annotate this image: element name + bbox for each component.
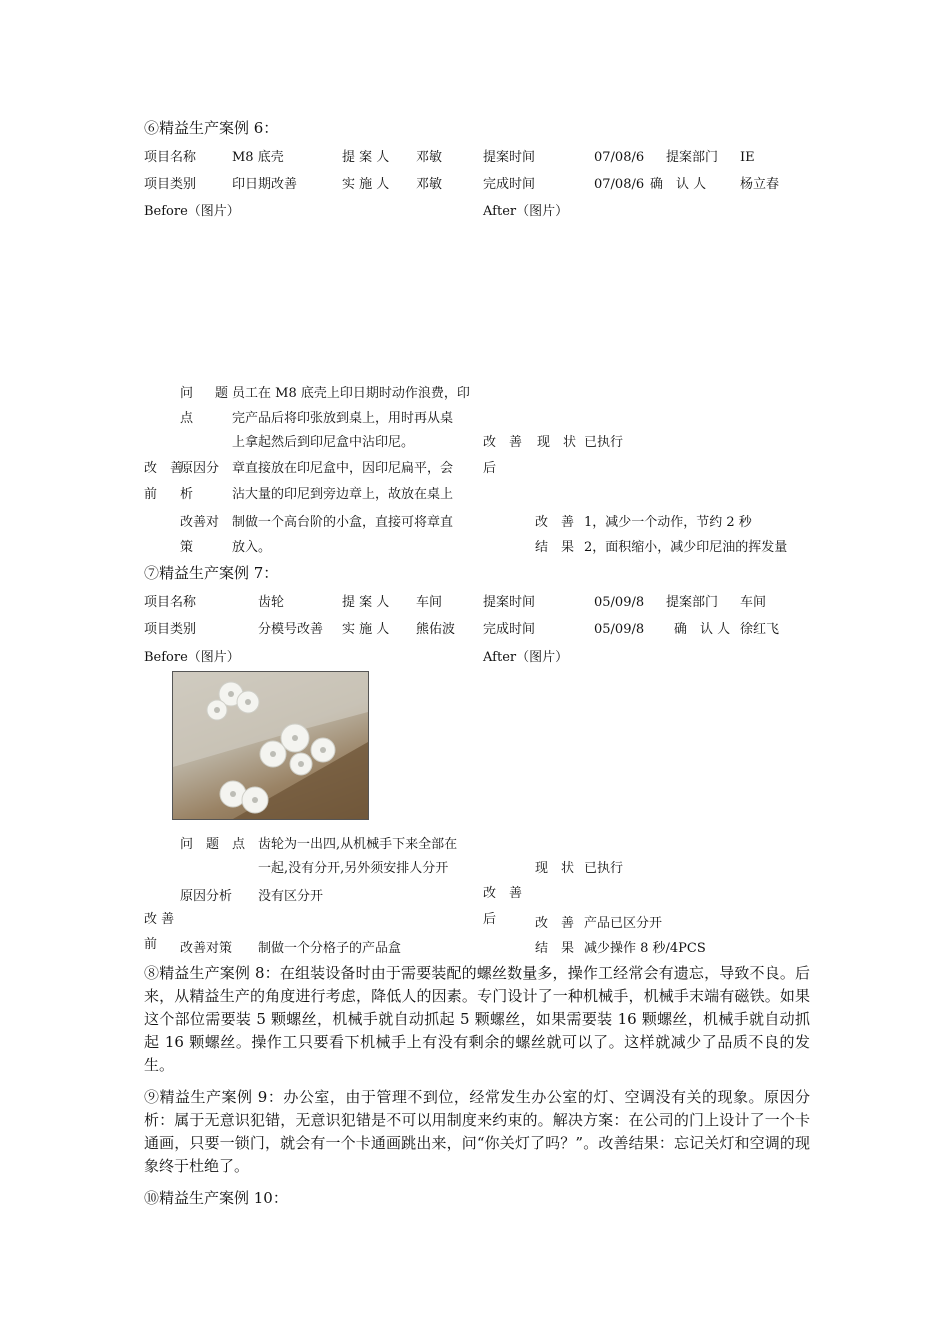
case6-before-improve-label-1: 改 善 (144, 461, 184, 476)
case9-paragraph: ⑨精益生产案例 9：办公室，由于管理不到位，经常发生办公室的灯、空调没有关的现象。原因分析：属于无意识犯错，无意识犯错是不可以用制度来约束的。解决方案：在公司的门上设计了一个卡通画，只要一锁门，就会有一个卡通画跳出来，问“你关灯了吗？”。改善结果：忘记关灯和空调的现象终于杜绝了。 (144, 1088, 810, 1175)
case7-before-label: Before（图片） (144, 650, 240, 665)
case7-before-improve-label-2: 前 (144, 937, 158, 952)
case6-problem-label-2: 题 (215, 386, 229, 401)
case10-title: ⑩精益生产案例 10： (144, 1189, 288, 1207)
case7-label-implementer: 实 施 人 (342, 622, 390, 637)
case7-value-proposal-time: 05/09/8 (594, 595, 645, 610)
case6-status-text: 已执行 (584, 435, 624, 450)
case7-status-label: 现 状 (535, 861, 575, 876)
case7-label-proposal-time: 提案时间 (483, 595, 536, 610)
case6-value-complete-time: 07/08/6 (594, 177, 645, 192)
case6-title: ⑥精益生产案例 6： (144, 119, 279, 137)
case6-problem-text-2: 完产品后将印张放到桌上，用时再从桌 (232, 411, 454, 426)
case7-result-text: 减少操作 8 秒/4PCS (584, 941, 706, 956)
case6-value-proposal-time: 07/08/6 (594, 150, 645, 165)
case6-measure-text-2: 放入。 (232, 540, 272, 555)
case6-problem-text-1: 员工在 M8 底壳上印日期时动作浪费，印 (232, 386, 470, 401)
case7-improve-label: 改 善 (535, 916, 575, 931)
case6-before-improve-label-2: 前 (144, 487, 158, 502)
case6-value-confirmer: 杨立春 (740, 177, 780, 192)
case7-value-confirmer: 徐红飞 (740, 622, 780, 637)
case7-value-proposer: 车间 (416, 595, 443, 610)
case6-value-implementer: 邓敏 (416, 177, 443, 192)
case6-result-text-2: 2，面积缩小，减少印尼油的挥发量 (584, 540, 788, 555)
case6-label-proposer: 提 案 人 (342, 150, 390, 165)
case7-after-improve-label-2: 后 (483, 912, 497, 927)
case6-value-department: IE (740, 150, 755, 165)
case6-cause-label-2: 析 (180, 487, 194, 502)
case7-value-department: 车间 (740, 595, 767, 610)
case7-after-improve-label-1: 改 善 (483, 886, 523, 901)
case8-paragraph: ⑧精益生产案例 8：在组装设备时由于需要装配的螺丝数量多，操作工经常会有遗忘，导致不良。后来，从精益生产的角度进行考虑，降低人的因素。专门设计了一种机械手，机械手末端有磁铁。如果这个部位需要装 5 颗螺丝，机械手就自动抓起 5 颗螺丝，如果需要装 16 颗螺丝，机械手就自动抓起 16 颗螺丝。操作工只要看下机械手上有没有剩余的螺丝就可以了。这样就减少了品质不良的发生。 (144, 964, 810, 1074)
case7-problem-text-1: 齿轮为一出四,从机械手下来全部在 (258, 837, 458, 852)
case6-cause-text-1: 章直接放在印尼盒中，因印尼扁平，会 (232, 461, 454, 476)
case6-value-category: 印日期改善 (232, 177, 298, 192)
case6-after-improve-label-1: 改 善 (483, 435, 523, 450)
case7-problem-label: 问 题 点 (180, 837, 246, 852)
case7-measure-text: 制做一个分格子的产品盒 (258, 941, 402, 956)
case6-result-label-1: 改 善 (535, 515, 575, 530)
case6-result-text-1: 1，减少一个动作，节约 2 秒 (584, 515, 752, 530)
case7-label-category: 项目类别 (144, 622, 197, 637)
case7-cause-text: 没有区分开 (258, 889, 324, 904)
case7-label-confirmer: 确 认 人 (674, 622, 731, 637)
case6-label-department: 提案部门 (666, 150, 719, 165)
case7-label-project-name: 项目名称 (144, 595, 197, 610)
case7-value-complete-time: 05/09/8 (594, 622, 645, 637)
case6-measure-label-1: 改善对 (180, 515, 220, 530)
case6-problem-label-3: 点 (180, 411, 194, 426)
case6-problem-text-3: 上拿起然后到印尼盒中沾印尼。 (232, 435, 415, 450)
case6-label-proposal-time: 提案时间 (483, 150, 536, 165)
case6-result-label-2: 结 果 (535, 540, 575, 555)
case7-label-complete-time: 完成时间 (483, 622, 536, 637)
case6-after-label: After（图片） (483, 204, 569, 219)
case6-after-improve-label-2: 后 (483, 461, 497, 476)
case7-before-improve-label-1: 改 善 (144, 912, 175, 927)
case7-value-project-name: 齿轮 (258, 595, 285, 610)
case6-problem-label-1: 问 (180, 386, 194, 401)
case6-value-project-name: M8 底壳 (232, 150, 284, 165)
case6-label-confirmer: 确 认 人 (650, 177, 707, 192)
case7-measure-label: 改善对策 (180, 941, 233, 956)
case6-label-complete-time: 完成时间 (483, 177, 536, 192)
case7-cause-label: 原因分析 (180, 889, 233, 904)
case6-label-category: 项目类别 (144, 177, 197, 192)
case7-value-category: 分模号改善 (258, 622, 324, 637)
case6-value-proposer: 邓敏 (416, 150, 443, 165)
case7-status-text: 已执行 (584, 861, 624, 876)
case6-label-implementer: 实 施 人 (342, 177, 390, 192)
case6-cause-text-2: 沾大量的印尼到旁边章上，故放在桌上 (232, 487, 454, 502)
case7-title: ⑦精益生产案例 7： (144, 564, 279, 582)
case7-problem-text-2: 一起,没有分开,另外须安排人分开 (258, 861, 449, 876)
case7-result-label: 结 果 (535, 941, 575, 956)
case7-improve-text: 产品已区分开 (584, 916, 663, 931)
case7-after-label: After（图片） (483, 650, 569, 665)
case6-before-label: Before（图片） (144, 204, 240, 219)
case6-status-label: 现 状 (537, 435, 577, 450)
case7-label-proposer: 提 案 人 (342, 595, 390, 610)
case6-cause-label-1: 原因分 (180, 461, 220, 476)
gear-parts-illustration (173, 672, 368, 819)
gear-parts-photo (172, 671, 369, 820)
case6-measure-text-1: 制做一个高台阶的小盒，直接可将章直 (232, 515, 454, 530)
case6-measure-label-2: 策 (180, 540, 194, 555)
case6-label-project-name: 项目名称 (144, 150, 197, 165)
case7-value-implementer: 熊佑波 (416, 622, 456, 637)
case7-label-department: 提案部门 (666, 595, 719, 610)
